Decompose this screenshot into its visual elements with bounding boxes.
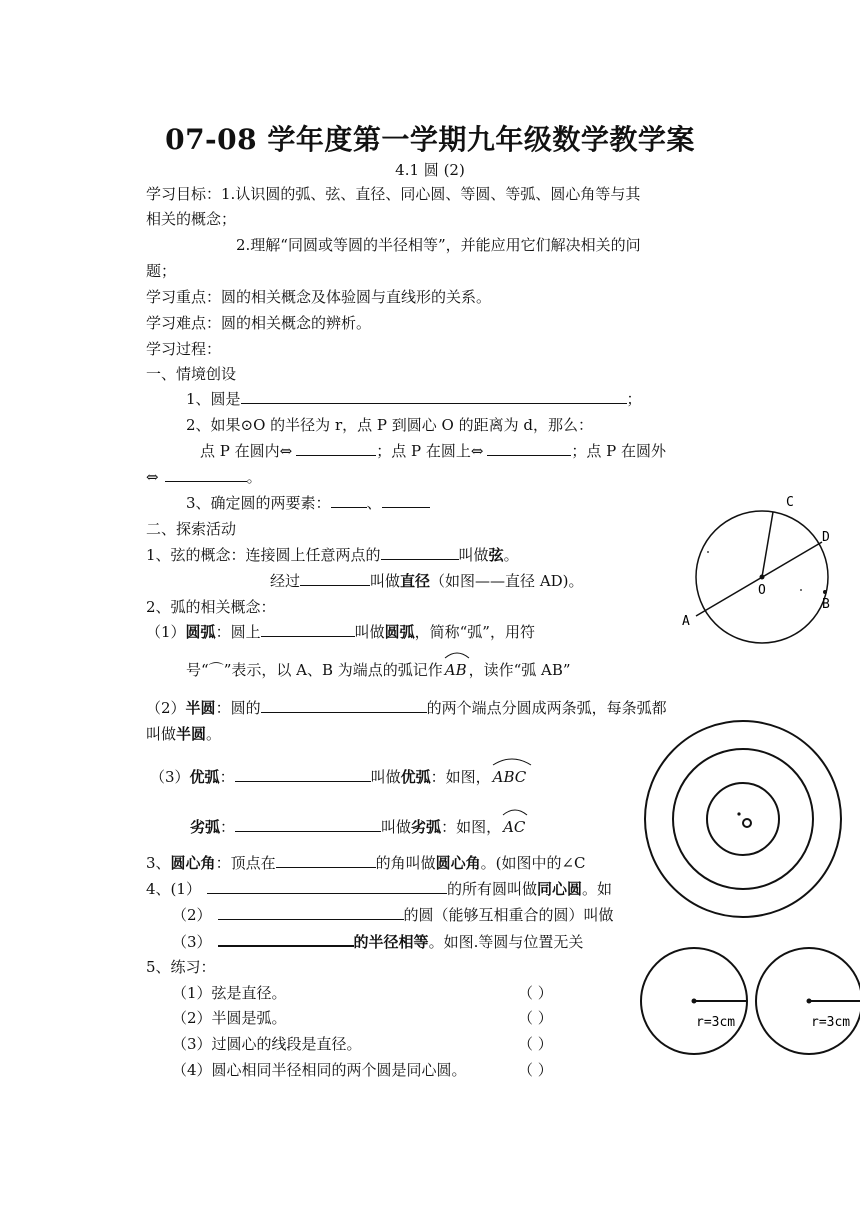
label-c: C <box>786 495 794 510</box>
answer-blank[interactable] <box>381 545 459 560</box>
label-a: A <box>682 614 690 629</box>
right-radius-label: r=3cm <box>811 1015 851 1030</box>
equal-circles-diagram <box>640 948 860 1060</box>
answer-blank[interactable] <box>218 905 404 920</box>
middle-circle <box>673 749 813 889</box>
small-circle <box>743 819 751 827</box>
answer-parentheses[interactable]: （ ） <box>518 1035 553 1053</box>
answer-parentheses[interactable]: （ ） <box>518 1009 553 1027</box>
key-point: 学习重点：圆的相关概念及体验圆与直线形的关系。 <box>146 288 492 306</box>
arc-ab-symbol: AB <box>443 660 469 680</box>
practice-item: （1）弦是直径。 <box>172 984 287 1002</box>
diameter-ad <box>696 542 822 616</box>
central-angle-definition: 3、圆心角：顶点在 的角叫做圆心角。(如图中的∠C <box>146 854 586 872</box>
objectives-line2b: 题； <box>146 262 177 280</box>
center-point <box>737 812 740 815</box>
center-point <box>760 575 765 580</box>
equal-radius-statement: （3） 的半径相等。如图.等圆与位置无关 <box>172 933 584 951</box>
answer-blank[interactable] <box>207 879 447 894</box>
answer-blank[interactable] <box>235 767 371 782</box>
major-arc-definition: （3）优弧： 叫做优弧：如图， ABC <box>150 767 528 787</box>
practice-item: （2）半圆是弧。 <box>172 1009 287 1027</box>
objectives-line2: 2.理解“同圆或等圆的半径相等”，并能应用它们解决相关的问 <box>236 236 641 254</box>
concentric-definition: 4、(1） 的所有圆叫做同心圆。如 <box>146 880 612 898</box>
point-mark <box>800 589 802 591</box>
section1-q2-positions: 点 P 在圆内⇔ ；点 P 在圆上⇔ ；点 P 在圆外 <box>200 442 667 460</box>
outer-circle <box>645 721 841 917</box>
section1-heading: 一、情境创设 <box>146 365 237 383</box>
answer-blank[interactable] <box>296 441 376 456</box>
section1-q3: 3、确定圆的两要素： 、 <box>186 493 430 513</box>
answer-blank[interactable] <box>235 817 381 832</box>
answer-blank[interactable] <box>487 441 571 456</box>
lesson-subtitle: 4.1 圆 (2) <box>395 161 465 179</box>
arc-heading: 2、弧的相关概念： <box>146 598 276 616</box>
semicircle-definition: （2）半圆：圆的 的两个端点分圆成两条弧，每条弧都 <box>146 699 667 717</box>
section2-heading: 二、探索活动 <box>146 520 237 538</box>
arc-ac-symbol: AC <box>501 817 527 837</box>
objectives-line1b: 相关的概念； <box>146 210 237 228</box>
label-b: B <box>822 597 830 612</box>
chord-definition: 1、弦的概念：连接圆上任意两点的 叫做弦。 <box>146 546 519 564</box>
answer-blank[interactable] <box>218 931 354 947</box>
arc-notation: 号“⌒”表示，以 A、B 为端点的弧记作 AB ，读作“弧 AB” <box>186 660 571 680</box>
circle-diagram <box>680 490 860 640</box>
answer-blank[interactable] <box>331 493 367 508</box>
concentric-circles-diagram <box>640 718 850 928</box>
arc-symbol: ⌒ <box>208 661 224 679</box>
minor-arc-definition: 劣弧： 叫做劣弧：如图， AC <box>190 817 527 837</box>
inner-circle <box>707 783 779 855</box>
diameter-definition: 经过 叫做直径（如图——直径 AD)。 <box>270 572 584 590</box>
semicircle-line2: 叫做半圆。 <box>146 725 222 743</box>
label-d: D <box>822 530 830 545</box>
answer-blank[interactable] <box>261 698 427 713</box>
equal-circle-definition: （2） 的圆（能够互相重合的圆）叫做 <box>172 906 614 924</box>
right-center <box>807 999 812 1004</box>
practice-heading: 5、练习： <box>146 958 216 976</box>
difficulty: 学习难点：圆的相关概念的辨析。 <box>146 314 372 332</box>
objectives-line1: 学习目标：1.认识圆的弧、弦、直径、同心圆、等圆、等弧、圆心角等与其 <box>146 185 641 203</box>
answer-blank[interactable] <box>276 853 376 868</box>
answer-blank[interactable] <box>165 467 247 482</box>
left-center <box>692 999 697 1004</box>
answer-parentheses[interactable]: （ ） <box>518 984 553 1002</box>
radius-oc <box>762 512 773 577</box>
section1-q2-outside: ⇔ 。 <box>146 468 262 486</box>
point-mark <box>707 551 709 553</box>
answer-blank[interactable] <box>382 493 430 508</box>
label-o: O <box>758 583 766 598</box>
left-radius-label: r=3cm <box>696 1015 736 1030</box>
section1-q2: 2、如果⊙O 的半径为 r，点 P 到圆心 O 的距离为 d，那么： <box>186 416 593 434</box>
page-title: 07-08 学年度第一学期九年级数学教学案 <box>165 123 695 156</box>
answer-blank[interactable] <box>261 622 355 637</box>
practice-item: （3）过圆心的线段是直径。 <box>172 1035 362 1053</box>
section1-q1: 1、圆是 ； <box>186 390 642 408</box>
arc-definition: （1）圆弧：圆上 叫做圆弧，简称“弧”，用符 <box>146 623 535 641</box>
point-b <box>823 590 827 594</box>
process-heading: 学习过程： <box>146 340 222 358</box>
answer-blank[interactable] <box>241 389 627 404</box>
answer-parentheses[interactable]: （ ） <box>518 1061 553 1079</box>
arc-abc-symbol: ABC <box>491 767 529 787</box>
practice-item: （4）圆心相同半径相同的两个圆是同心圆。 <box>172 1061 467 1079</box>
answer-blank[interactable] <box>300 571 370 586</box>
